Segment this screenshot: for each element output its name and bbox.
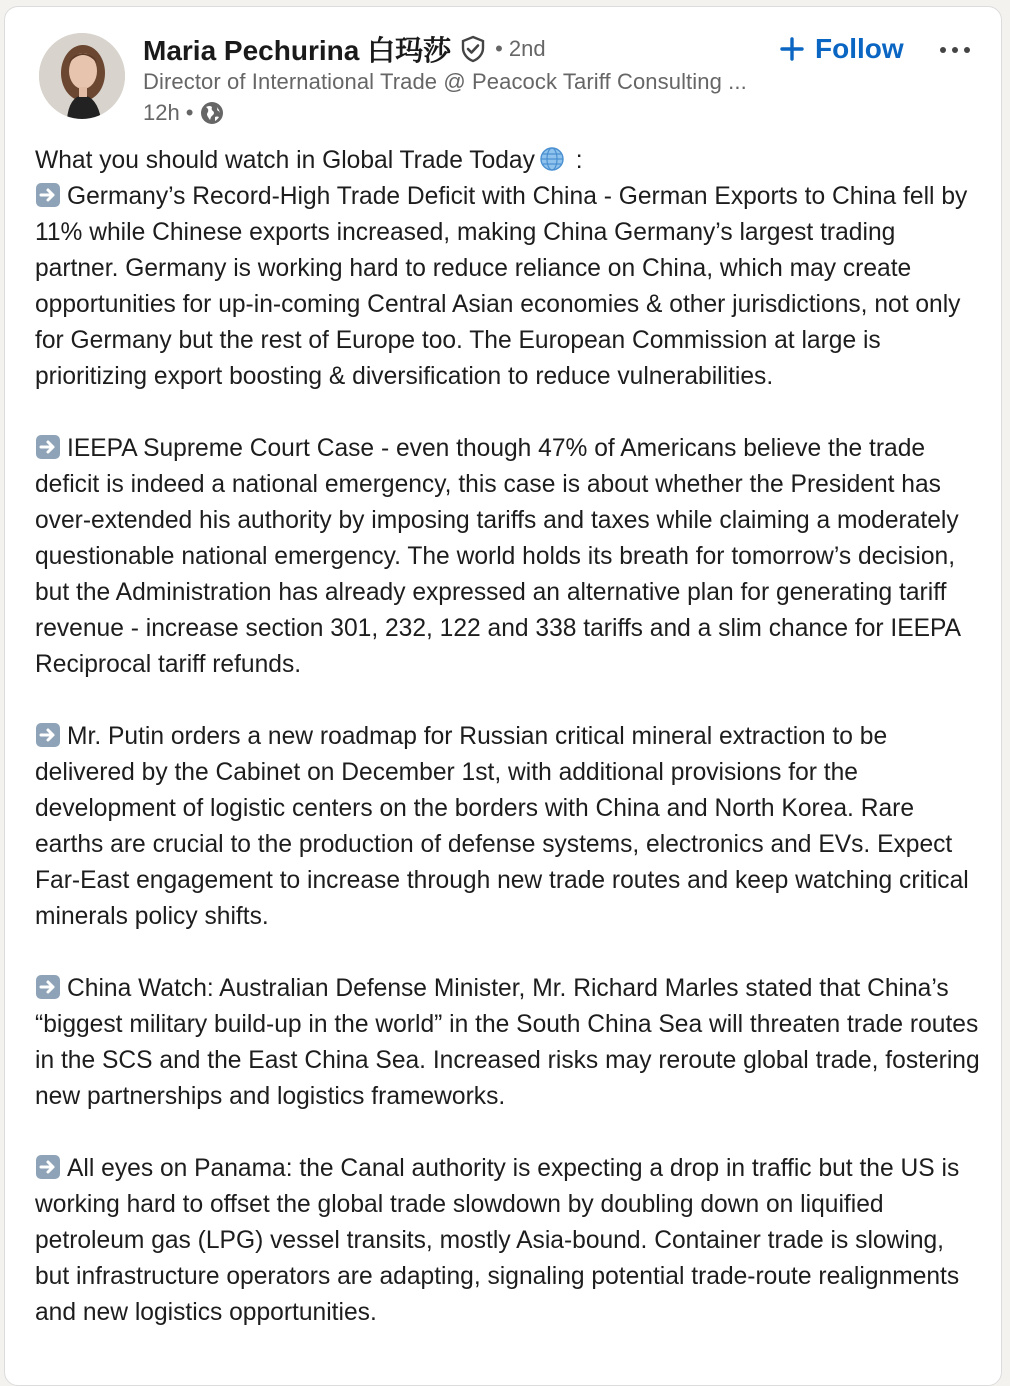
- paragraph-text: Mr. Putin orders a new roadmap for Russian critical mineral extraction to be delivered by the Cabinet on December 1st, with additional provisions for the development of logistic centers on the borders with China and North Korea. Rare earths are crucial to the production of defense systems, electronics and EVs. Expect Far-East engagement to increase through new trade routes and keep watching critical minerals policy shifts.: [35, 723, 969, 930]
- connection-degree: • 2nd: [495, 36, 546, 61]
- paragraph-spacer: [35, 683, 985, 719]
- intro-suffix: :: [568, 147, 583, 174]
- right-arrow-emoji-icon: [35, 182, 61, 208]
- post-text: [35, 143, 985, 1331]
- meta-separator: •: [185, 100, 194, 125]
- paragraph-text: Germany’s Record-High Trade Deficit with China - German Exports to China fell by 11% while Chinese exports increased, making China Germany’s largest trading partner. Germany is working hard to reduce reliance on China, which may create opportunities for up-in-coming Central Asian economies & other jurisdictions, not only for Germany but the rest of Europe too. The European Commission at large is prioritizing export boosting & diversification to reduce vulnerabilities.: [35, 183, 968, 390]
- verified-shield-icon: [459, 35, 487, 63]
- ellipsis-icon: [938, 45, 972, 55]
- paragraph-text: IEEPA Supreme Court Case - even though 47% of Americans believe the trade deficit is indeed a national emergency, this case is about whether the President has over-extended his authority by imposing tariffs and taxes while claiming a moderately questionable national emergency. The world holds its breath for tomorrow’s decision, but the Administration has already expressed an alternative plan for generating tariff revenue - increase section 301, 232, 122 and 338 tariffs and a slim chance for IEEPA Reciprocal tariff refunds.: [35, 435, 960, 678]
- paragraph-4: [35, 971, 985, 1115]
- right-arrow-emoji-icon: [35, 974, 61, 1000]
- post-card: [4, 6, 1002, 1386]
- author-name-row: [143, 29, 546, 69]
- post-time: 12h: [143, 100, 180, 125]
- author-avatar[interactable]: [39, 33, 125, 119]
- globe-icon: [199, 100, 225, 126]
- post-meta: [143, 97, 225, 129]
- more-options-button[interactable]: [935, 33, 975, 67]
- paragraph-1: [35, 179, 985, 395]
- paragraph-text: China Watch: Australian Defense Minister, Mr. Richard Marles stated that China’s “biggest military build-up in the world” in the South China Sea will threaten trade routes in the SCS and the East China Sea. Increased risks may reroute global trade, fostering new partnerships and logistics frameworks.: [35, 975, 980, 1110]
- paragraph-2: [35, 431, 985, 683]
- follow-button[interactable]: [779, 27, 904, 71]
- paragraph-spacer: [35, 935, 985, 971]
- author-name[interactable]: Maria Pechurina 白玛莎: [143, 35, 452, 66]
- paragraph-spacer: [35, 1115, 985, 1151]
- avatar-photo-icon: [39, 33, 125, 119]
- paragraph-text: All eyes on Panama: the Canal authority is expecting a drop in traffic but the US is working hard to offset the global trade slowdown by doubling down on liquified petroleum gas (LPG) vessel transits, mostly Asia-bound. Container trade is slowing, but infrastructure operators are adapting, signaling potential trade-route realignments and new logistics opportunities.: [35, 1155, 960, 1326]
- paragraph-spacer: [35, 395, 985, 431]
- plus-icon: [779, 36, 805, 62]
- follow-label: Follow: [815, 33, 904, 64]
- right-arrow-emoji-icon: [35, 434, 61, 460]
- intro-text: What you should watch in Global Trade Today: [35, 147, 535, 174]
- author-headline: Director of International Trade @ Peacock Tariff Consulting ...: [143, 69, 747, 94]
- paragraph-5: [35, 1151, 985, 1331]
- globe-emoji-icon: [539, 146, 565, 172]
- paragraph-3: [35, 719, 985, 935]
- right-arrow-emoji-icon: [35, 1154, 61, 1180]
- post-intro: [35, 143, 985, 179]
- right-arrow-emoji-icon: [35, 722, 61, 748]
